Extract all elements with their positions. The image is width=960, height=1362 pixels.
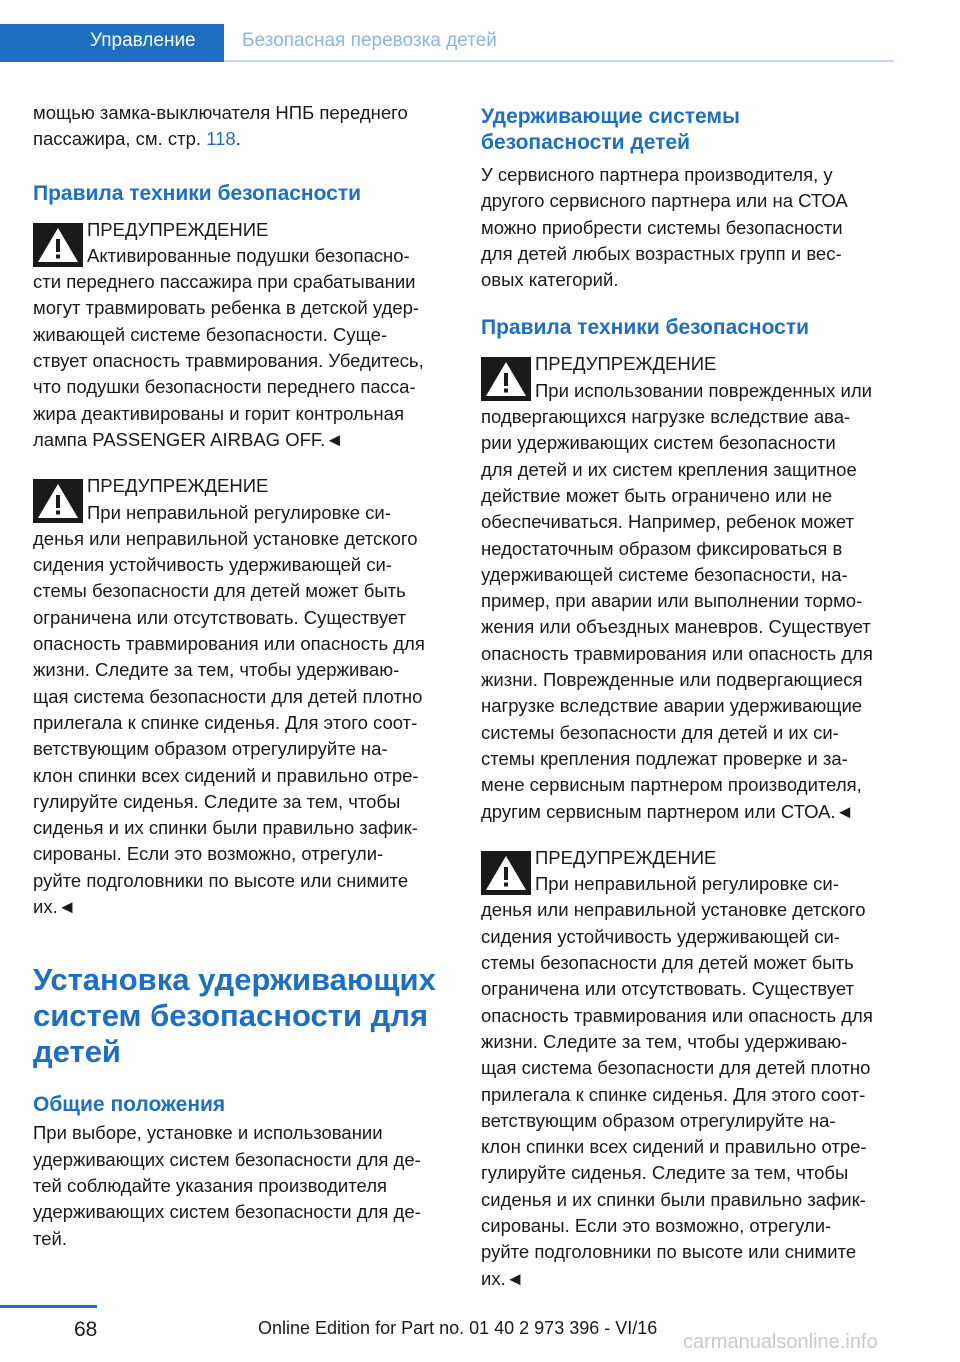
page-header (0, 0, 960, 64)
child-systems-paragraph: У сервисного партнера производителя, у другого сервисного партнера или на СТОА можно приобрести системы безопасности для детей любых возрастных групп и вес- овых категорий. (481, 164, 848, 291)
header-chapter-tab[interactable] (224, 24, 894, 62)
warning-triangle-icon (481, 851, 531, 895)
warning-triangle-icon (33, 223, 83, 267)
warning-block-seat-adjust (33, 473, 449, 920)
warning-text: При использовании поврежденных или подвергающихся нагрузке вследствие ава- рии удерживающих систем безопасности для детей и их систем крепления защитное действие может быть ограничено или не обеспечиваться. Например, ребенок может недостаточным образом фиксироваться в удерживающей системе безопасности, на- пример, при аварии или выполнении тормо- жения или объездных маневров. Существует опасность травмирования или опасность для жизни. Поврежденные или подвергающиеся нагрузке вследствие аварии удерживающие системы безопасности для детей и их си- стемы крепления подлежат проверке и за- мене сервисным партнером производителя, другим сервисным партнером или СТОА.◄ (481, 379, 873, 822)
warning-text: При неправильной регулировке си- денья или неправильной установке детского сидения устойчивость удерживающей си- стемы безопасности для детей может быть ограничена или отсутствовать. Существует опасность травмирования или опасность для жизни. Следите за тем, чтобы удерживаю- щая система безопасности для детей плотно прилегала к спинке сиденья. Для этого соот- ветствующим образом отрегулируйте на- клон спинки всех сидений и правильно отре- гулируйте сиденья. Следите за тем, чтобы сиденья и их спинки были правильно зафик- сированы. Если это возможно, отрегули- руйте подголовники по высоте или снимите их.◄ (481, 873, 873, 1289)
warning-text: При неправильной регулировке си- денья или неправильной установке детского сидения устойчивость удерживающей си- стемы безопасности для детей может быть ограничена или отсутствовать. Существует опасность травмирования или опасность для жизни. Следите за тем, чтобы удерживаю- щая система безопасности для детей плотно прилегала к спинке сиденья. Для этого соот- ветствующим образом отрегулируйте на- клон спинки всех сидений и правильно отре- гулируйте сиденья. Следите за тем, чтобы сиденья и их спинки были правильно зафик- сированы. Если это возможно, отрегули- руйте подголовники по высоте или снимите их.◄ (33, 501, 425, 918)
safety-rules-heading-right: Правила техники безопасности (481, 316, 810, 340)
page-ref-link[interactable]: 118 (206, 128, 236, 150)
page-number: 68 (74, 1318, 98, 1341)
header-chapter-label: Безопасная перевозка детей (242, 30, 497, 51)
warning-title: ПРЕДУПРЕЖДЕНИЕ (535, 846, 717, 868)
site-watermark: carmanualsonline.info (683, 1331, 878, 1353)
warning-block-seat-adjust-right (481, 845, 899, 1292)
warning-block-airbag (33, 217, 449, 454)
safety-rules-heading: Правила техники безопасности (33, 181, 362, 205)
warning-triangle-icon (33, 479, 83, 523)
general-paragraph: При выборе, установке и использовании удерживающих систем безопасности для де- тей соблюдайте указания производителя удерживающих систем безопасности для де- тей. (33, 1122, 421, 1249)
header-section-label: Управление (90, 30, 196, 51)
intro-paragraph: мощью замка-выключателя НПБ переднего пассажира, см. стр. 118. (33, 102, 408, 150)
warning-block-damaged (481, 351, 899, 824)
header-section-tab[interactable] (0, 24, 224, 62)
warning-title: ПРЕДУПРЕЖДЕНИЕ (535, 353, 717, 375)
header-divider (224, 60, 894, 62)
left-column (33, 100, 449, 1252)
child-systems-heading: Удерживающие системы безопасности детей (481, 105, 740, 154)
warning-triangle-icon (481, 357, 531, 401)
general-heading: Общие положения (33, 1093, 226, 1117)
right-column (481, 100, 899, 1292)
warning-title: ПРЕДУПРЕЖДЕНИЕ (87, 218, 269, 240)
warning-title: ПРЕДУПРЕЖДЕНИЕ (87, 475, 269, 497)
footer-accent-line (0, 1305, 97, 1308)
edition-note: Online Edition for Part no. 01 40 2 973 396 - VI/16 (258, 1318, 658, 1338)
install-section-heading: Установка удерживающих систем безопасности для детей (33, 962, 436, 1070)
warning-text: Активированные подушки безопасно- сти переднего пассажира при срабатывании могут травмировать ребенка в детской удер- живающей системе безопасности. Суще- ствует опасность травмирования. Убедитесь, что подушки безопасности переднего пасса- жира деактивированы и горит контрольная лампа PASSENGER AIRBAG OFF.◄ (33, 244, 424, 450)
